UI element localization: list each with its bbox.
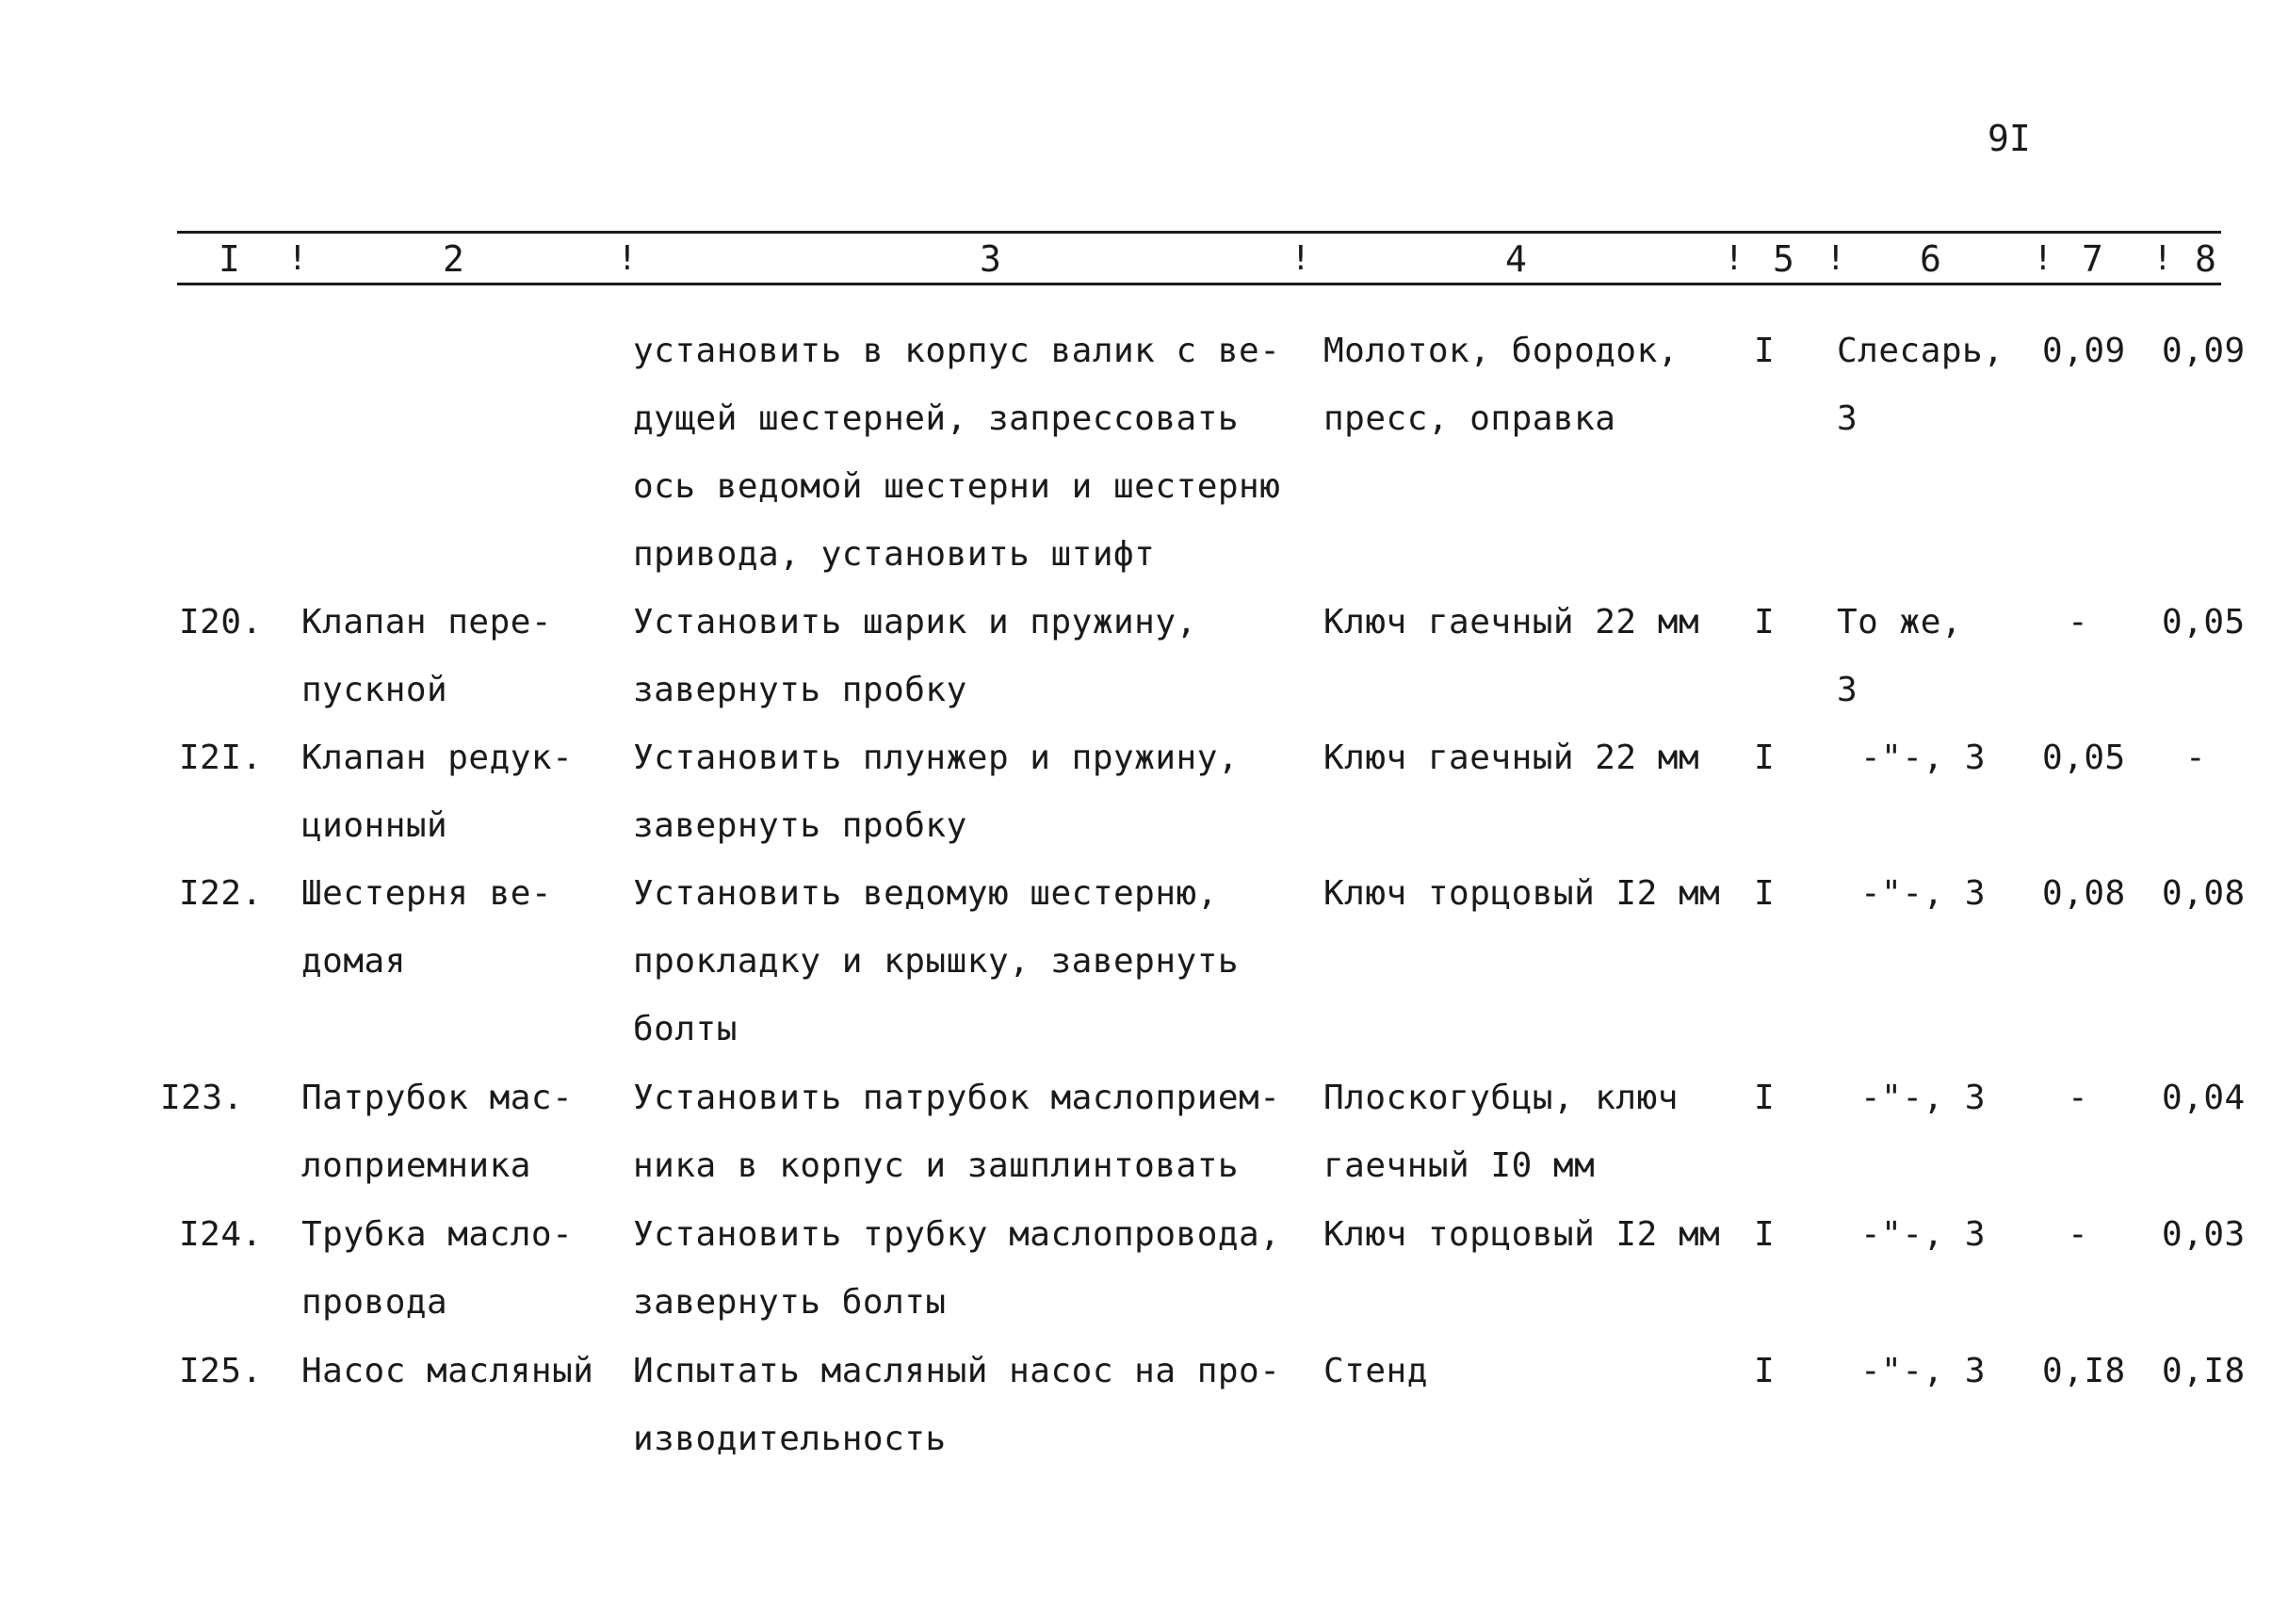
row-col8: 0,08 [2162,874,2246,913]
header-col-1: I [219,238,240,280]
row-col8: - [2185,739,2207,777]
row-number: I23. [160,1079,244,1117]
row-tools: Плоскогубцы, ключ гаечный I0 мм [1323,1079,1679,1185]
row-name: Шестерня ве- домая [301,874,553,981]
row-col5: I [1754,739,1776,777]
header-rule-bottom [177,283,2221,285]
row-operation: Установить трубку маслопровода, завернуть болты [633,1215,1281,1322]
page-number: 9I [1988,118,2031,159]
row-tools: Ключ торцовый I2 мм [1323,874,1721,913]
row-col5: I [1754,1079,1776,1117]
row-worker: -"-, 3 [1860,1215,1987,1254]
row-col5: I [1754,1215,1776,1254]
row-number: I2I. [179,739,263,777]
header-separator: ! [1290,239,1311,278]
row-operation: Установить шарик и пружину, завернуть пробку [633,603,1197,709]
row-operation: установить в корпус валик с ве- дущей шестерней, запрессовать ось ведомой шестерни и шестерню привода, установить штифт [633,332,1281,574]
row-name: Клапан редук- ционный [301,739,574,845]
header-separator: ! [2033,239,2053,278]
row-name: Трубка масло- провода [301,1215,574,1322]
row-operation: Установить патрубок маслоприем- ника в корпус и зашплинтовать [633,1079,1281,1185]
row-col7: - [2068,603,2089,641]
row-worker: То же, 3 [1837,603,1963,709]
row-col7: - [2068,1079,2089,1117]
row-worker: -"-, 3 [1860,874,1987,913]
row-col5: I [1754,1352,1776,1390]
row-tools: Ключ торцовый I2 мм [1323,1215,1721,1254]
row-col7: 0,09 [2042,332,2126,370]
row-number: I22. [179,874,263,913]
header-rule-top [177,231,2221,234]
row-col8: 0,04 [2162,1079,2246,1117]
row-col7: 0,I8 [2042,1352,2126,1390]
row-tools: Стенд [1323,1352,1428,1390]
header-col-4: 4 [1505,238,1527,280]
row-number: I25. [179,1352,263,1390]
row-col5: I [1754,603,1776,641]
header-separator: ! [1724,239,1745,278]
header-col-7: 7 [2082,238,2103,280]
row-col7: 0,08 [2042,874,2126,913]
header-separator: ! [1826,239,1846,278]
row-name: Патрубок мас- лоприемника [301,1079,574,1185]
row-col8: 0,03 [2162,1215,2246,1254]
row-tools: Молоток, бородок, пресс, оправка [1323,332,1679,438]
row-number: I24. [179,1215,263,1254]
header-col-6: 6 [1920,238,1941,280]
row-col7: 0,05 [2042,739,2126,777]
header-col-5: 5 [1773,238,1794,280]
row-col7: - [2068,1215,2089,1254]
row-col8: 0,09 [2162,332,2246,370]
header-col-3: 3 [980,238,1001,280]
row-name: Насос масляный [301,1352,594,1390]
header-separator: ! [617,239,638,278]
row-name: Клапан пере- пускной [301,603,553,709]
row-tools: Ключ гаечный 22 мм [1323,603,1700,641]
row-col8: 0,05 [2162,603,2246,641]
header-separator: ! [287,239,308,278]
header-col-8: 8 [2195,238,2216,280]
row-operation: Установить ведомую шестерню, прокладку и крышку, завернуть болты [633,874,1240,1048]
header-separator: ! [2152,239,2173,278]
row-col5: I [1754,332,1776,370]
row-number: I20. [179,603,263,641]
row-col8: 0,I8 [2162,1352,2246,1390]
row-col5: I [1754,874,1776,913]
row-operation: Установить плунжер и пружину, завернуть пробку [633,739,1240,845]
header-col-2: 2 [443,238,464,280]
row-worker: -"-, 3 [1860,1352,1987,1390]
row-worker: Слесарь, 3 [1837,332,2004,438]
row-tools: Ключ гаечный 22 мм [1323,739,1700,777]
row-operation: Испытать масляный насос на про- изводительность [633,1352,1281,1458]
row-worker: -"-, 3 [1860,739,1987,777]
row-worker: -"-, 3 [1860,1079,1987,1117]
